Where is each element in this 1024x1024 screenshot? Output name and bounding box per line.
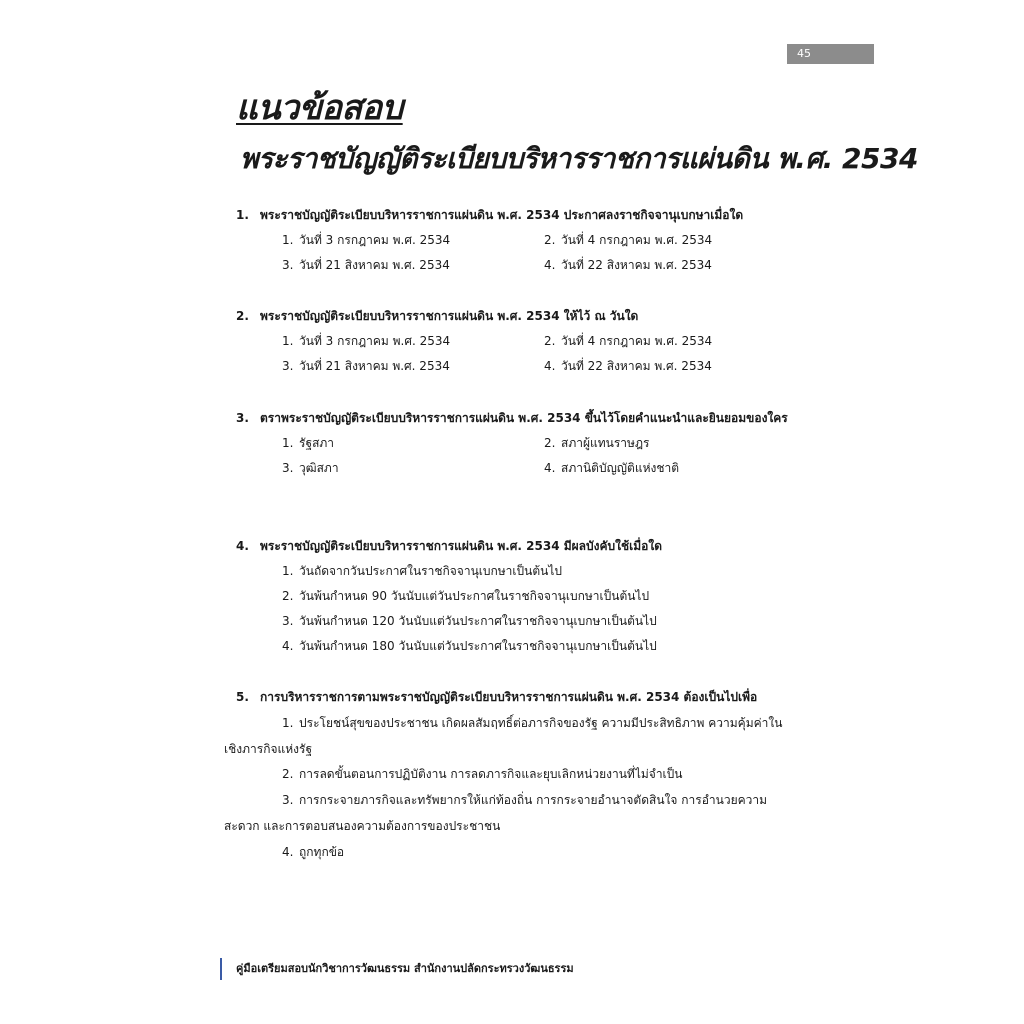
option-number: 2. (544, 233, 556, 247)
option-item (544, 431, 806, 456)
option-text: การลดขั้นตอนการปฏิบัติงาน การลดภารกิจและยุบเลิกหน่วยงานที่ไม่จำเป็น (299, 767, 683, 782)
question-stem (236, 685, 796, 711)
option-text: วันถัดจากวันประกาศในราชกิจจานุเบกษาเป็นต้นไป (299, 564, 562, 578)
question-number: 2. (236, 309, 249, 323)
option-text: วันพ้นกำหนด 180 วันนับแต่วันประกาศในราชกิจจานุเบกษาเป็นต้นไป (299, 639, 657, 653)
option-number: 1. (282, 233, 294, 247)
option-text: วันที่ 21 สิงหาคม พ.ศ. 2534 (299, 258, 450, 272)
option-text: วันที่ 21 สิงหาคม พ.ศ. 2534 (299, 359, 450, 373)
option-text: วันพ้นกำหนด 120 วันนับแต่วันประกาศในราชกิจจานุเบกษาเป็นต้นไป (299, 614, 657, 628)
option-item (224, 788, 796, 840)
question-stem (236, 406, 796, 431)
page-subtitle: พระราชบัญญัติระเบียบบริหารราชการแผ่นดิน พ.ศ. 2534 (240, 142, 918, 175)
option-number: 3. (282, 461, 294, 475)
option-text: ประโยชน์สุขของประชาชน เกิดผลสัมฤทธิ์ต่อภารกิจของรัฐ ความมีประสิทธิภาพ ความคุ้มค่าในเชิงภารกิจแห่งรัฐ (224, 715, 783, 756)
option-text: วันที่ 4 กรกฎาคม พ.ศ. 2534 (561, 233, 713, 247)
question-number: 3. (236, 411, 249, 425)
option-item (282, 253, 544, 278)
option-text: วันที่ 22 สิงหาคม พ.ศ. 2534 (561, 258, 712, 272)
question-3 (236, 406, 796, 481)
question-stem (236, 534, 796, 559)
option-number: 2. (282, 589, 294, 603)
option-item (282, 634, 796, 659)
question-number: 4. (236, 539, 249, 553)
question-text: การบริหารราชการตามพระราชบัญญัติระเบียบบริหารราชการแผ่นดิน พ.ศ. 2534 ต้องเป็นไปเพื่อ (260, 690, 758, 704)
question-text: พระราชบัญญัติระเบียบบริหารราชการแผ่นดิน พ.ศ. 2534 มีผลบังคับใช้เมื่อใด (260, 539, 663, 553)
option-number: 4. (282, 639, 294, 653)
option-item (282, 559, 796, 584)
question-1 (236, 203, 796, 278)
option-number: 1. (282, 334, 294, 348)
options-grid (236, 228, 796, 278)
option-number: 1. (282, 564, 294, 578)
question-stem (236, 304, 796, 329)
option-item (282, 329, 544, 354)
footer-accent-bar (220, 958, 222, 980)
options-list (236, 559, 796, 659)
question-4 (236, 534, 796, 659)
page-number: 45 (787, 44, 874, 64)
option-item (544, 329, 806, 354)
option-item (544, 253, 806, 278)
option-item (224, 711, 796, 763)
option-number: 2. (544, 334, 556, 348)
option-number: 4. (544, 461, 556, 475)
option-item (282, 431, 544, 456)
option-text: รัฐสภา (299, 436, 335, 450)
option-text: การกระจายภารกิจและทรัพยากรให้แก่ท้องถิ่น การกระจายอำนาจตัดสินใจ การอำนวยความสะดวก และการตอบสนองความต้องการของประชาชน (224, 793, 768, 833)
option-number: 2. (282, 767, 294, 782)
option-number: 3. (282, 614, 294, 628)
option-number: 4. (544, 258, 556, 272)
option-text: ถูกทุกข้อ (299, 844, 345, 859)
option-number: 1. (282, 436, 294, 450)
page-title: แนวข้อสอบ (236, 88, 403, 128)
option-number: 2. (544, 436, 556, 450)
option-item (282, 609, 796, 634)
option-text: วุฒิสภา (299, 461, 339, 475)
option-item (236, 840, 796, 866)
option-number: 1. (282, 715, 294, 730)
question-2 (236, 304, 796, 379)
options-grid (236, 431, 796, 481)
question-number: 5. (236, 690, 249, 704)
question-number: 1. (236, 208, 249, 222)
question-text: พระราชบัญญัติระเบียบบริหารราชการแผ่นดิน พ.ศ. 2534 ประกาศลงราชกิจจานุเบกษาเมื่อใด (260, 208, 744, 222)
option-text: วันที่ 3 กรกฎาคม พ.ศ. 2534 (299, 334, 451, 348)
option-item (544, 228, 806, 253)
option-text: วันพ้นกำหนด 90 วันนับแต่วันประกาศในราชกิจจานุเบกษาเป็นต้นไป (299, 589, 650, 603)
option-number: 4. (544, 359, 556, 373)
question-5 (224, 685, 796, 866)
option-item (236, 762, 796, 788)
option-item (544, 354, 806, 379)
option-item (282, 228, 544, 253)
option-text: สภาผู้แทนราษฎร (561, 436, 650, 450)
question-stem (236, 203, 796, 228)
option-number: 3. (282, 359, 294, 373)
options-grid (236, 329, 796, 379)
option-item (282, 456, 544, 481)
option-number: 4. (282, 844, 294, 859)
option-text: วันที่ 4 กรกฎาคม พ.ศ. 2534 (561, 334, 713, 348)
question-text: ตราพระราชบัญญัติระเบียบบริหารราชการแผ่นดิน พ.ศ. 2534 ขึ้นไว้โดยคำแนะนำและยินยอมของใคร (260, 411, 788, 425)
option-text: สภานิติบัญญัติแห่งชาติ (561, 461, 680, 475)
question-text: พระราชบัญญัติระเบียบบริหารราชการแผ่นดิน พ.ศ. 2534 ให้ไว้ ณ วันใด (260, 309, 639, 323)
option-item (544, 456, 806, 481)
option-item (282, 354, 544, 379)
option-number: 3. (282, 793, 294, 808)
page-footer: คู่มือเตรียมสอบนักวิชาการวัฒนธรรม สำนักงานปลัดกระทรวงวัฒนธรรม (236, 962, 574, 975)
option-number: 3. (282, 258, 294, 272)
option-item (282, 584, 796, 609)
option-text: วันที่ 22 สิงหาคม พ.ศ. 2534 (561, 359, 712, 373)
option-text: วันที่ 3 กรกฎาคม พ.ศ. 2534 (299, 233, 451, 247)
